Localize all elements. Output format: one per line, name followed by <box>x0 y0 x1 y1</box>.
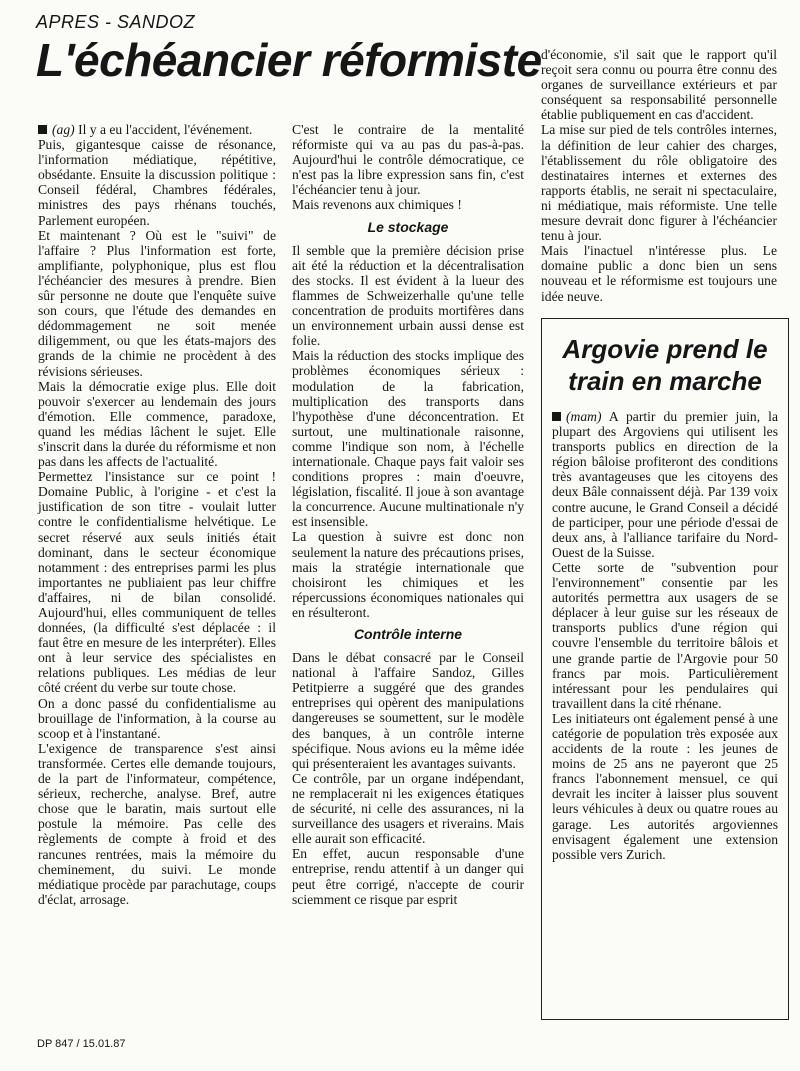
paragraph: Les initiateurs ont également pensé à une catégorie de population très exposée aux accidents de la route : les jeunes de moins de 25 ans ne payeront que 25 francs l'abonnement mensuel, ce qui devrait les inciter à laisser plus souvent leurs véhicules à deux ou quatre roues au garage. Les autorités argoviennes envisagent également une extension possible vers Zurich. <box>552 710 778 862</box>
paragraph: Mais revenons aux chimiques ! <box>292 197 462 213</box>
lead-paragraph <box>38 122 276 137</box>
paragraph: C'est le contraire de la mentalité réformiste qui va au pas du pas-à-pas. Aujourd'hui le contrôle démocratique, ce n'est pas la libre expression sans fin, c'est l'échéancier tenu à jour. <box>292 122 524 198</box>
sidebar-title: Argovie prend le train en marche <box>562 334 768 396</box>
paragraph: Permettez l'insistance sur ce point ! Domaine Public, à l'origine - et c'est la justification de son titre - voulait lutter contre le confidentialisme helvétique. Le secret réservé aux seuls initiés était dominant, dans le secteur économique notamment : des entreprises parmi les plus importantes ne publiaient pas leur chiffre d'affaires, ni de bilan consolidé. Aujourd'hui, elles communiquent de telles données, (la difficulté s'est déplacée : il faut être en mesure de les interpréter). Elles ont à leur service des spécialistes en relations publiques. Les médias de leur côté créent du verbe sur toute chose. <box>38 469 276 696</box>
paragraph: Mais la réduction des stocks implique des problèmes économiques sérieux : modulation de la fabrication, multiplication des transports dans l'hypothèse d'une déconcentration. Et surtout, une multinationale raisonne, comme l'indique son nom, à l'échelle internationale. Chaque pays fait valoir ses conditions propres : main d'oeuvre, législation, fiscalité. Il joue à son avantage la concurrence. Aucune multinationale n'y est insensible. <box>292 348 524 530</box>
subhead-stockage: Le stockage <box>367 218 449 235</box>
column-3 <box>541 47 777 304</box>
paragraph: Il semble que la première décision prise ait été la réduction et la décentralisation des stocks. Il est évident à la lueur des flammes de Schweizerhalle qu'une telle concentration de produits mortifères dans un environnement urbain aussi dense est folie. <box>292 242 524 349</box>
sidebar-text <box>552 409 778 862</box>
paragraph-text: Il y a eu l'accident, l'événement. <box>78 122 253 137</box>
paragraph: En effet, aucun responsable d'une entreprise, rendu attentif à un danger qui peut être corrigé, n'accepte de courir sciemment ce risque par esprit <box>292 846 524 907</box>
paragraph: Dans le débat consacré par le Conseil national à l'affaire Sandoz, Gilles Petitpierre a suggéré que des grandes entreprises qui opèrent des manipulations dangereuses se soumettent, sur le modèle des banques, à un contrôle interne spécifique. Nous avions eu la même idée qui présenteraient les avantages suivants. <box>292 650 524 771</box>
paragraph: Mais la démocratie exige plus. Elle doit pouvoir s'exercer au lendemain des jours d'émotion. Elle commence, paradoxe, quand les médias lâchent le sujet. Elle s'inscrit dans la durée du réformisme et non pas dans les affects de l'actualité. <box>38 378 276 470</box>
author-initials: (ag) <box>52 122 75 137</box>
column-2 <box>292 122 524 907</box>
paragraph: La mise sur pied de tels contrôles internes, la définition de leur cahier des charges, l'établissement du rôle obligatoire des destinataires internes et externes des rapports établis, ne serait ni spectaculaire, ni médiatique, mais réformiste. Une telle mesure devrait donc figurer à l'échéancier tenu à jour. <box>541 122 777 244</box>
paragraph: Puis, gigantesque caisse de résonance, l'information médiatique, répétitive, obsédante. Ensuite la discussion politique : Conseil fédéral, Chambres fédérales, ministres des pays rhénans touchés, Parlement européen. <box>38 137 276 228</box>
paragraph: d'économie, s'il sait que le rapport qu'il reçoit sera connu ou pourra être connu des organes de surveillance extérieurs et par conséquent sa responsabilité personnelle établie publiquement en cas d'accident. <box>541 47 777 123</box>
footer-issue: DP 847 / 15.01.87 <box>37 1038 126 1050</box>
bullet-square-icon <box>38 125 47 134</box>
sidebar-box <box>541 318 789 1020</box>
kicker: APRES - SANDOZ <box>36 12 196 32</box>
headline: L'échéancier réformiste <box>36 34 542 86</box>
bullet-square-icon <box>552 412 561 421</box>
paragraph: Ce contrôle, par un organe indépendant, ne remplacerait ni les exigences étatiques de sécurité, ni celle des assurances, ni la surveillance des usagers et riverains. Mais elle aurait son efficacité. <box>292 770 524 847</box>
lead-paragraph <box>552 409 778 560</box>
paragraph: On a donc passé du confidentialisme au brouillage de l'information, à la course au scoop et à l'instantané. <box>38 695 276 741</box>
paragraph: L'exigence de transparence s'est ainsi transformée. Certes elle demande toujours, de la part de l'informateur, compétence, sérieux, recherche, analyse. Bref, autre chose que le baratin, mais surtout elle postule la mémoire. Pas celle des règlements de compte à froid et des rancunes rentrées, mais la mémoire du cheminement, du suivi. Le monde médiatique procède par parachutage, coups d'éclat, arrosage. <box>38 740 276 907</box>
paragraph: Et maintenant ? Où est le "suivi" de l'affaire ? Plus l'information est forte, amplifiante, polyphonique, plus est flou l'échéancier des mesures à prendre. Bien sûr personne ne doute que l'enquête suive son cours, que l'étude des demandes en dédommagement ne soit menée diligemment, ou que les états-majors des grands de la chimie ne procèdent à des révisions sérieuses. <box>38 227 276 379</box>
paragraph: Mais l'inactuel n'intéresse plus. Le domaine public a donc bien un sens nouveau et le réformisme est toujours une idée neuve. <box>541 243 777 304</box>
paragraph: La question à suivre est donc non seulement la nature des précautions prises, mais la stratégie internationale que choisiront les chimiques et les répercussions économiques nationales qui en résulteront. <box>292 529 524 620</box>
author-initials: (mam) <box>566 409 602 424</box>
paragraph-text: A partir du premier juin, la plupart des Argoviens qui utilisent les transports publics en direction de la région bâloise profiteront des conditions très avantageuses que les citoyens des deux Bâle connaissent déjà. Par 139 voix contre aucune, le Grand Conseil a décidé de participer, pour une période d'essai de deux ans, à l'alliance tarifaire du Nord-Ouest de la Suisse. <box>552 409 778 560</box>
column-1 <box>38 122 276 907</box>
subhead-controle-interne: Contrôle interne <box>353 626 463 642</box>
paragraph: Cette sorte de "subvention pour l'environnement" consentie par les autorités permettra aux usagers de se déplacer à leur guise sur les réseaux de transports publics d'une région qui couvre l'ensemble du territoire bâlois et une grande partie de l'Argovie pour 50 francs par mois. Particulièrement intéressant pour les pendulaires qui travaillent dans la cité rhénane. <box>552 559 778 711</box>
